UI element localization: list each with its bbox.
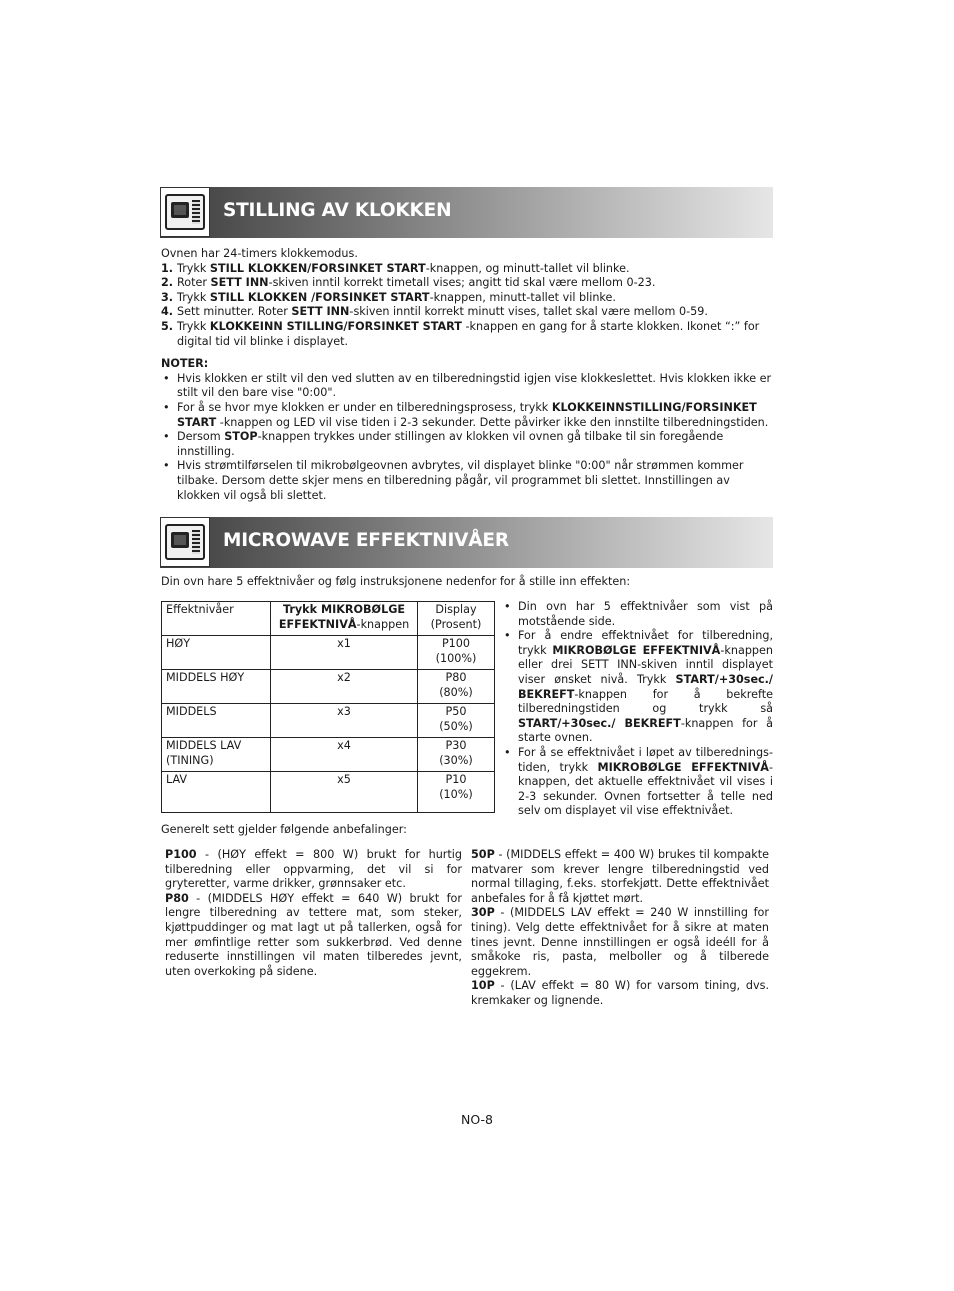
- microwave-icon: [160, 517, 210, 567]
- table-header-row: [162, 602, 495, 636]
- table-cell: LAV: [162, 772, 271, 813]
- recommendation-item: 50P - (MIDDELS effekt = 400 W) brukes til kompakte matvarer som krever lengre tilberedningstid ved normal tillaging, f.eks. storfekjøtt. Dette effektnivået anbefales for å få kjøttet mørt.: [471, 848, 769, 905]
- table-header-cell: Display (Prosent): [418, 602, 495, 636]
- note-item: • Hvis strømtilførselen til mikrobølgeovnen avbrytes, vil displayet blinke "0:00" når strømmen kommer tilbake. Dersom dette skjer mens en tilberedning pågår, vil programmet bli slettet. Innstillingen av klokken vil også bli slettet.: [161, 459, 773, 503]
- notes-list: [161, 372, 773, 503]
- note-item: • Hvis klokken er stilt vil den ved slutten av en tilberedningstid igjen vise klokkeslettet. Hvis klokken ikke er stilt vil den bare vise "0:00".: [161, 372, 773, 401]
- table-cell: P50 (50%): [418, 704, 495, 738]
- general-recommendations-label: Generelt sett gjelder følgende anbefalinger:: [161, 823, 407, 836]
- table-cell: MIDDELS: [162, 704, 271, 738]
- recommendation-item: P80 - (MIDDELS HØY effekt = 640 W) brukt for lengre tilberedning av tettere mat, som steker, kjøttpuddinger og mat lagt ut på tallerken, også for mer ømfintlige retter som sukkerbrød. Ved denne reduserte innstillingen vil maten tilberedes jevnt, uten overkoking på sidene.: [165, 891, 462, 978]
- table-cell: x4: [271, 738, 418, 772]
- table-row: [162, 738, 495, 772]
- section-title-power: MICROWAVE EFFEKTNIVÅER: [223, 530, 509, 551]
- table-cell: P10 (10%): [418, 772, 495, 813]
- table-row: [162, 670, 495, 704]
- step-item: 4. Sett minutter. Roter SETT INN-skiven inntil korrekt minutt vises, tallet skal være mellom 0-59.: [161, 305, 708, 319]
- step-item: 2. Roter SETT INN-skiven inntil korrekt timetall vises; angitt tid skal være mellom 0-23.: [161, 276, 656, 290]
- table-row: [162, 772, 495, 813]
- step-item: 1. Trykk STILL KLOKKEN/FORSINKET START-knappen, og minutt-tallet vil blinke.: [161, 261, 630, 275]
- table-row: [162, 636, 495, 670]
- table-cell: MIDDELS LAV (TINING): [162, 738, 271, 772]
- note-item: • For å se hvor mye klokken er under en tilberedningsprosess, trykk KLOKKEINNSTILLING/FORSINKET START -knappen og LED vil vise tiden i 2-3 sekunder. Dette påvirker ikke den innstilte tilberedningstiden.: [161, 401, 773, 430]
- section-header-power: [160, 517, 773, 568]
- step-item: 5. Trykk KLOKKEINN STILLING/FORSINKET START -knappen en gang for å starte klokken. Ikonet “:” for digital tid vil blinke i displayet.: [161, 319, 760, 348]
- table-row: [162, 704, 495, 738]
- page-number: NO-8: [460, 1112, 493, 1127]
- microwave-icon: [160, 187, 210, 237]
- table-cell: P100 (100%): [418, 636, 495, 670]
- table-cell: x1: [271, 636, 418, 670]
- table-cell: P80 (80%): [418, 670, 495, 704]
- power-intro: Din ovn hare 5 effektnivåer og følg instruksjonene nedenfor for å stille inn effekten:: [161, 575, 631, 588]
- table-cell: HØY: [162, 636, 271, 670]
- recommendation-item: P100 - (HØY effekt = 800 W) brukt for hurtig tilberedning eller oppvarming, det vil si for gryteretter, varme drikker, grønnsaker etc.: [165, 848, 462, 891]
- table-cell: x3: [271, 704, 418, 738]
- power-bullet: • For å endre effektnivået for tilberedning, trykk MIKROBØLGE EFFEKTNIVÅ-knappen eller drei SETT INN-skiven inntil displayet viser ønsket nivå. Trykk START/+30sec./ BEKREFT-knappen for å bekrefte tilberedningstiden og trykk så START/+30sec./ BEKREFT-knappen for å starte ovnen.: [502, 629, 773, 746]
- recommendation-item: 10P - (LAV effekt = 80 W) for varsom tining, dvs. kremkaker og lignende.: [471, 979, 769, 1007]
- table-cell: P30 (30%): [418, 738, 495, 772]
- table-cell: MIDDELS HØY: [162, 670, 271, 704]
- section-title-clock: STILLING AV KLOKKEN: [223, 200, 452, 221]
- recommendations-right: [471, 848, 769, 1009]
- power-level-table: [161, 601, 495, 813]
- power-bullet: • For å se effektnivået i løpet av tilberednings-tiden, trykk MIKROBØLGE EFFEKTNIVÅ-knappen, det aktuelle effektnivået vil vises i 2-3 sekunder. Ovnen fortsetter å telle ned selv om displayet vil vise effektnivået.: [502, 746, 773, 819]
- section-header-clock: [160, 187, 773, 238]
- table-header-cell: Effektnivåer: [162, 602, 271, 636]
- notes-heading: NOTER:: [161, 357, 209, 371]
- clock-instructions: [161, 247, 773, 503]
- power-bullets: [502, 600, 773, 819]
- table-header-cell: Trykk MIKROBØLGE EFFEKTNIVÅ-knappen: [271, 602, 418, 636]
- clock-steps: [161, 262, 773, 350]
- step-item: 3. Trykk STILL KLOKKEN /FORSINKET START-knappen, minutt-tallet vil blinke.: [161, 290, 616, 304]
- recommendation-item: 30P - (MIDDELS LAV effekt = 240 W innstilling for tining). Velg dette effektnivået for å sikre at maten tines jevnt. Denne innstillingen er også ideéll for å småkoke ris, pasta, melboller og å tilberede eggekrem.: [471, 906, 769, 978]
- table-cell: x2: [271, 670, 418, 704]
- clock-intro: Ovnen har 24-timers klokkemodus.: [161, 247, 358, 260]
- power-bullet: • Din ovn har 5 effektnivåer som vist på motstående side.: [502, 600, 773, 629]
- table-cell: x5: [271, 772, 418, 813]
- recommendations-left: [165, 848, 462, 979]
- note-item: • Dersom STOP-knappen trykkes under stillingen av klokken vil ovnen gå tilbake til sin foregående innstilling.: [161, 430, 773, 459]
